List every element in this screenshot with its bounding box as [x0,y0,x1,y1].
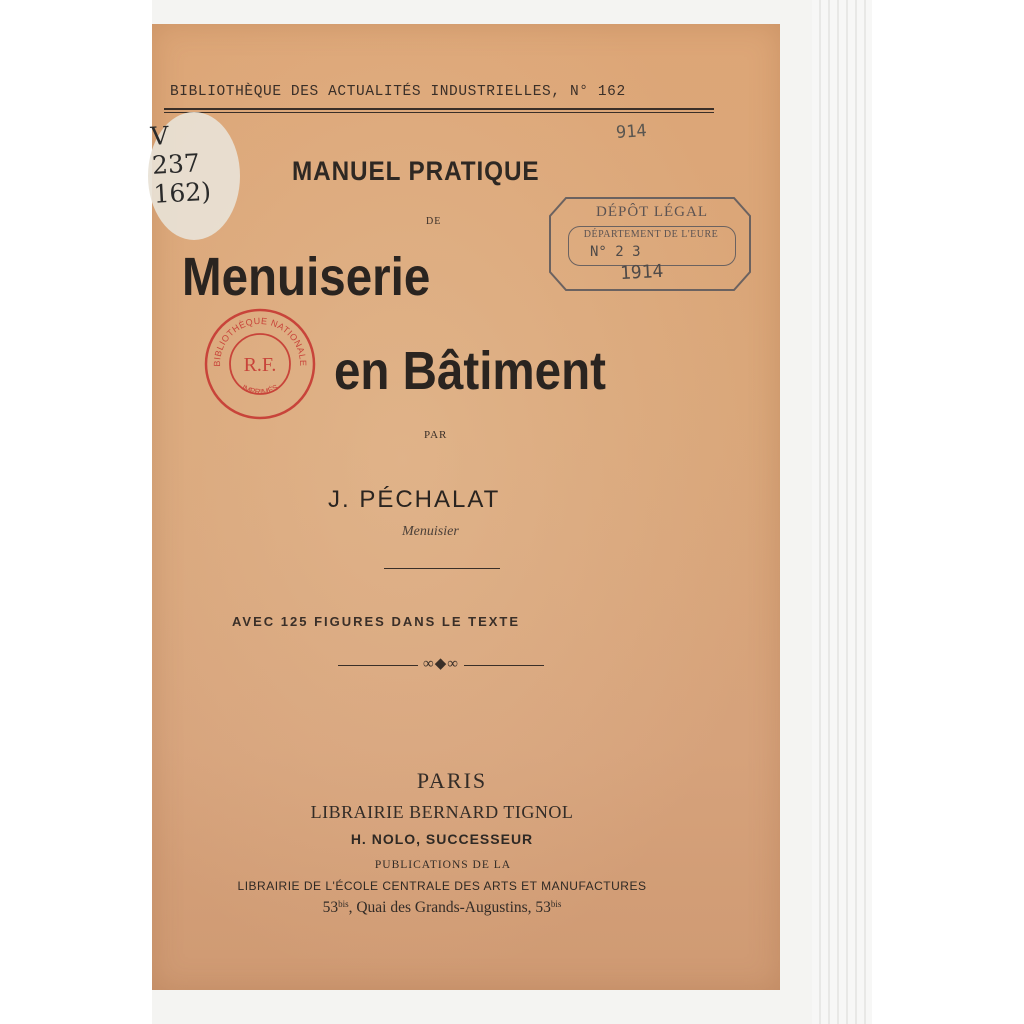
address-street: , Quai des Grands-Augustins, [348,899,536,916]
title-line-1: Menuiserie [182,247,431,307]
shelf-mark [150,118,224,209]
address-bis-2: bis [550,899,562,909]
stamp-text-top: BIBLIOTHÈQUE NATIONALE [211,315,309,367]
author-name: J. PÉCHALAT [328,486,501,513]
address-number: 53 [322,899,339,916]
imprint-city: PARIS [416,768,488,793]
author-profession: Menuisier [402,524,459,539]
ornament-rule-left [338,665,418,666]
divider-rule [384,568,500,569]
shelf-mark-line: 237 [151,148,201,180]
depot-year: 1914 [619,260,664,285]
by-label: PAR [424,429,448,441]
stamp-text-bottom: IMPRIMÉS [240,382,280,397]
depot-number: N° 2 3 [590,244,641,260]
series-title: BIBLIOTHÈQUE DES ACTUALITÉS INDUSTRIELLES, N° 162 [170,84,626,100]
address-number-2: 53 [535,899,551,916]
book-cover [149,24,780,990]
imprint-address [242,899,642,917]
page-edges [812,0,872,1024]
title-de: DE [426,216,442,227]
right-margin [872,0,1024,1024]
depot-department: DÉPARTEMENT DE L'EURE [583,229,719,240]
imprint-successor: H. NOLO, SUCCESSEUR [350,831,534,847]
imprint-school: LIBRAIRIE DE L'ÉCOLE CENTRALE DES ARTS ET MANUFACTURES [237,879,647,893]
title-prefix: MANUEL PRATIQUE [292,156,540,186]
svg-text:IMPRIMÉS [240,383,280,397]
series-rule [164,108,714,113]
bibliotheque-nationale-stamp [202,306,318,422]
imprint-publisher: LIBRAIRIE BERNARD TIGNOL [310,802,574,822]
shelf-mark-line: 162) [152,176,212,209]
shelf-mark-line: V [149,120,170,151]
stamp-initials: R.F. [243,354,277,376]
ornament-rule-right [464,665,544,666]
depot-legal-title: DÉPÔT LÉGAL [596,204,708,220]
address-bis: bis [338,899,349,909]
ornament: ∞◆∞ [423,656,459,672]
figures-note: AVEC 125 FIGURES DANS LE TEXTE [232,614,521,629]
title-line-2: en Bâtiment [334,341,606,401]
imprint-publications: PUBLICATIONS DE LA [374,859,512,871]
pencil-number: 914 [615,120,648,144]
